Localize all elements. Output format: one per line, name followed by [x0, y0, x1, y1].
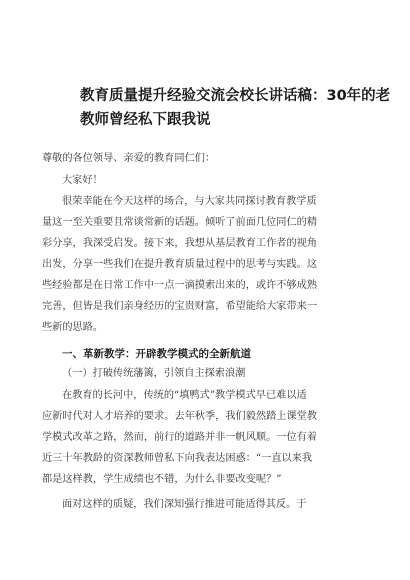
greeting: 大家好！	[62, 175, 103, 186]
paragraph-line: 些经验都是在日常工作中一点一滴摸索出来的，或许不够成熟	[42, 280, 318, 291]
paragraph-line: 出发，分享一些我们在提升教育质量过程中的思考与实践。这	[42, 259, 318, 270]
salutation: 尊敬的各位领导、亲爱的教育同仁们：	[42, 153, 216, 164]
paragraph-line: 在教育的长河中，传统的“填鸭式”教学模式早已难以适	[62, 390, 307, 401]
paragraph-line: 彩分享，我深受启发。接下来，我想从基层教育工作者的视角	[42, 238, 318, 249]
paragraph-line: 应新时代对人才培养的要求。去年秋季，我们毅然踏上课堂教	[42, 411, 318, 422]
document-title-line-1: 教育质量提升经验交流会校长讲话稿：30年的老	[80, 88, 391, 104]
paragraph-line: 完善，但皆是我们亲身经历的宝贵财富，希望能给大家带来一	[42, 301, 318, 312]
paragraph-line: 近三十年教龄的资深教师曾私下向我表达困惑：“一直以来我	[42, 453, 313, 464]
paragraph-line: 面对这样的质疑，我们深知强行推进可能适得其反。于	[62, 499, 307, 510]
paragraph-line: 很荣幸能在今天这样的场合，与大家共同探讨教育教学质	[62, 196, 317, 207]
paragraph-line: 都是这样教，学生成绩也不错，为什么非要改变呢？”	[42, 474, 282, 485]
subsection-heading: （一）打破传统藩篱，引领自主探索浪潮	[62, 368, 246, 379]
paragraph-line: 学模式改革之路，然而，前行的道路并非一帆风顺。一位有着	[42, 432, 318, 443]
paragraph-line: 量这一至关重要且常谈常新的话题。倾听了前面几位同仁的精	[42, 217, 318, 228]
paragraph-line: 些新的思路。	[42, 322, 104, 333]
document-title-line-2: 教师曾经私下跟我说	[80, 112, 211, 128]
section-heading: 一、革新教学：开辟教学模式的全新航道	[62, 348, 251, 360]
